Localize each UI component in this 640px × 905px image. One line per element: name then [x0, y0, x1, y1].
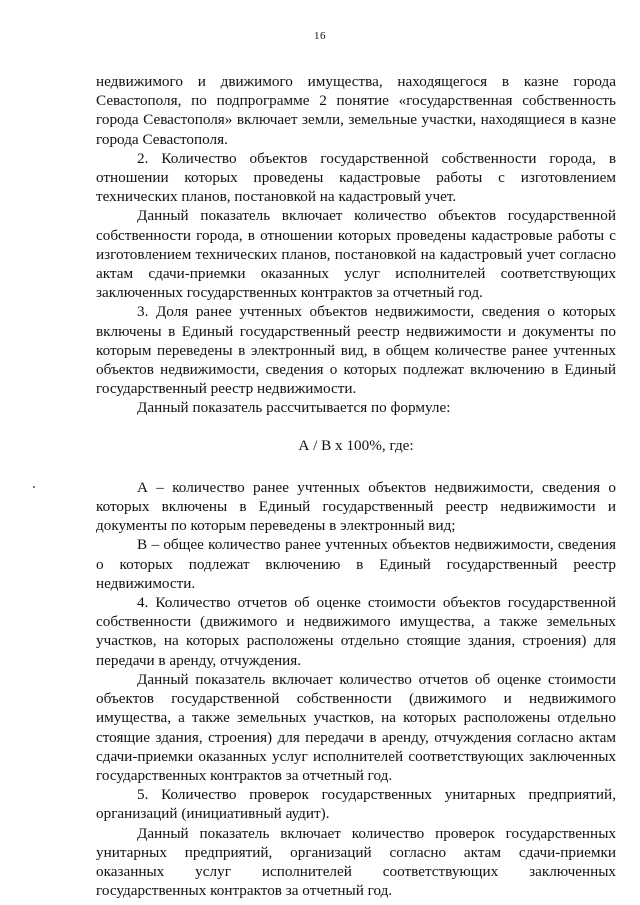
scan-speck [33, 486, 35, 488]
paragraph-item-4-description: Данный показатель включает количество отчетов об оценке стоимости объектов государственной собственности (движимого и недвижимого имущества, а также земельных участков, на которых расположены отдельно стоящие здания, строения) для передачи в аренду, отчуждения согласно актам сдачи-приемки оказанных услуг исполнителей соответствующих заключенных государственных контрактов за отчетный год. [96, 670, 616, 784]
paragraph-item-4: 4. Количество отчетов об оценке стоимости объектов государственной собственности (движимого и недвижимого имущества, а также земельных участков, на которых расположены отдельно стоящие здания, строения) для передачи в аренду, отчуждения. [96, 594, 616, 669]
paragraph-item-3: 3. Доля ранее учтенных объектов недвижимости, сведения о которых включены в Единый государственный реестр недвижимости и документы по которым переведены в электронный вид, в общем количестве ранее учтенных объектов недвижимости, сведения о которых подлежат включению в Единый государственный реестр недвижимости. [96, 303, 616, 398]
paragraph-continuation: недвижимого и движимого имущества, находящегося в казне города Севастополя, по подпрограмме 2 понятие «государственная собственность города Севастополя» включает земли, земельные участки, находящиеся в казне города Севастополя. [96, 73, 616, 148]
page-number: 16 [314, 30, 326, 42]
paragraph-item-5-description: Данный показатель включает количество проверок государственных унитарных предприятий, организаций согласно актам сдачи-приемки оказанных услуг исполнителей соответствующих заключенных государственных контрактов за отчетный год. [96, 824, 616, 900]
paragraph-formula-intro: Данный показатель рассчитывается по формуле: [137, 399, 451, 417]
definition-b: В – общее количество ранее учтенных объектов недвижимости, сведения о которых подлежат включению в Единый государственный реестр недвижимости. [96, 536, 616, 592]
paragraph-item-5: 5. Количество проверок государственных унитарных предприятий, организаций (инициативный аудит). [96, 786, 616, 823]
document-body [96, 72, 616, 900]
paragraph-item-2: 2. Количество объектов государственной собственности города, в отношении которых проведены кадастровые работы с изготовлением технических планов, постановкой на кадастровый учет. [96, 149, 616, 206]
formula: А / В х 100%, где: [298, 436, 414, 454]
definition-a: А – количество ранее учтенных объектов недвижимости, сведения о которых включены в Единый государственный реестр недвижимости и документы по которым переведены в электронный вид; [96, 478, 616, 535]
paragraph-item-2-description: Данный показатель включает количество объектов государственной собственности города, в отношении которых проведены кадастровые работы с изготовлением технических планов, постановкой на кадастровый учет согласно актам сдачи-приемки оказанных услуг исполнителей соответствующих заключенных государственных контрактов за отчетный год. [96, 207, 616, 302]
